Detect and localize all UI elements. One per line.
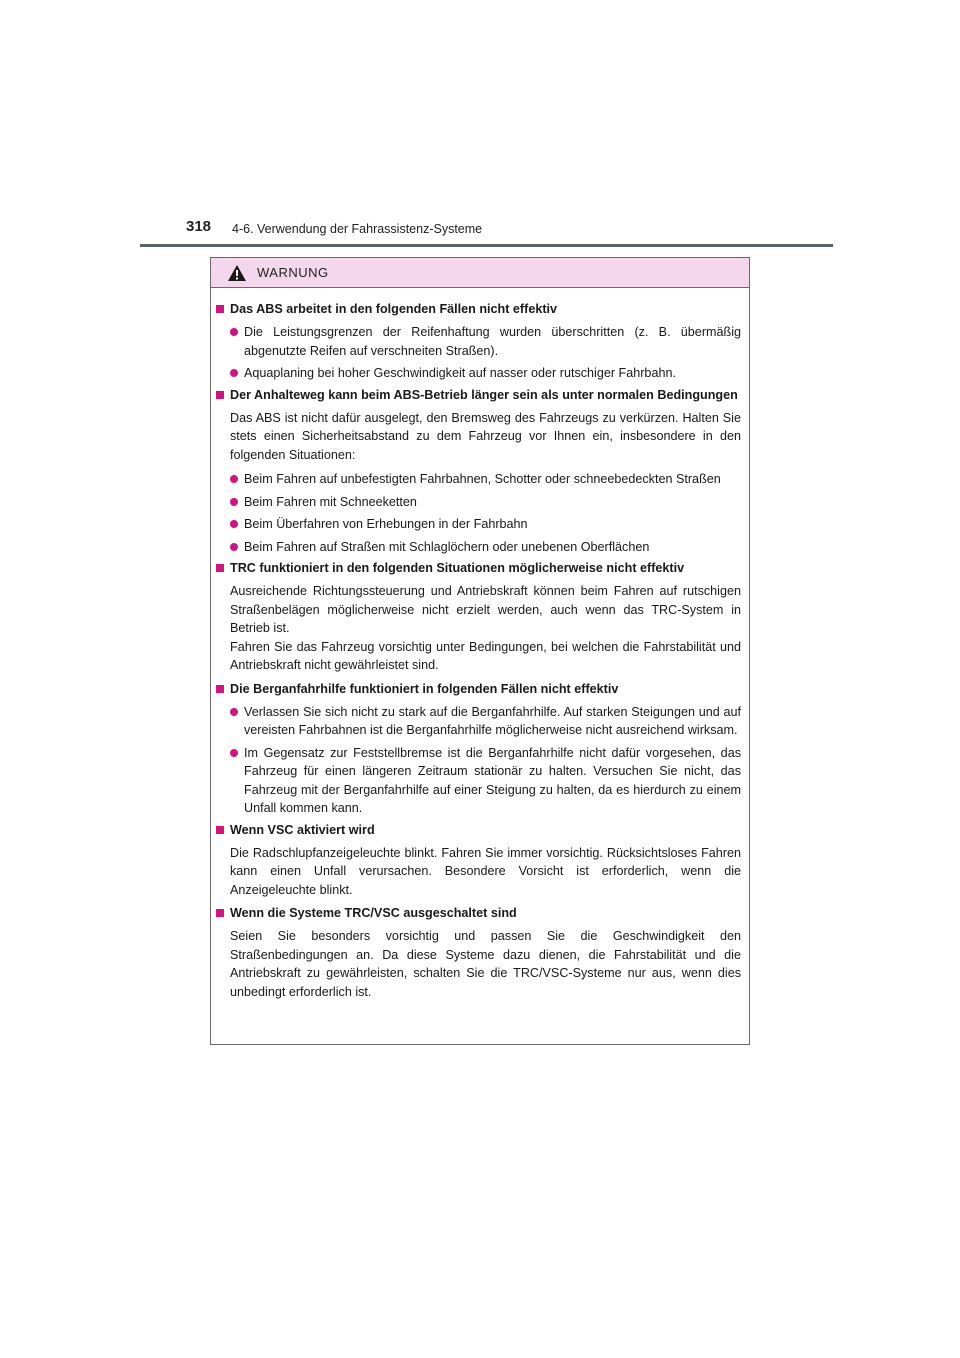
section-heading bbox=[216, 301, 741, 318]
circle-bullet-icon bbox=[230, 543, 238, 551]
section-paragraph: Die Radschlupfanzeigeleuchte blinkt. Fahren Sie immer vorsichtig. Rücksichtsloses Fahren kann einen Unfall verursachen. Besondere Vorsicht ist erforderlich, wenn die Anzeigeleuchte blinkt. bbox=[230, 845, 741, 897]
circle-bullet-icon bbox=[230, 520, 238, 528]
warning-triangle-icon bbox=[227, 264, 247, 282]
list-item bbox=[230, 538, 741, 557]
section-heading bbox=[216, 560, 741, 577]
warning-section-trc bbox=[216, 560, 741, 675]
section-paragraph: Das ABS ist nicht dafür ausgelegt, den Bremsweg des Fahrzeugs zu verkürzen. Halten Sie stets einen Sicherheitsabstand zu dem Fahrzeug vor Ihnen ein, insbesondere in den folgenden Situationen: bbox=[230, 410, 741, 462]
warning-body bbox=[211, 288, 749, 1001]
section-heading bbox=[216, 822, 741, 839]
warning-box bbox=[210, 257, 750, 1045]
square-bullet-icon bbox=[216, 826, 224, 834]
square-bullet-icon bbox=[216, 391, 224, 399]
warning-section-abs bbox=[216, 301, 741, 383]
list-item bbox=[230, 470, 741, 489]
section-heading-text: Der Anhalteweg kann beim ABS-Betrieb länger sein als unter normalen Bedingungen bbox=[230, 387, 738, 402]
list-item-text: Verlassen Sie sich nicht zu stark auf die Berganfahrhilfe. Auf starken Steigungen und auf vereisten Fahrbahnen ist die Berganfahrhilfe möglicherweise nicht ausreichend wirksam. bbox=[244, 704, 741, 737]
list-item bbox=[230, 703, 741, 740]
section-heading-text: Das ABS arbeitet in den folgenden Fällen nicht effektiv bbox=[230, 302, 558, 316]
section-heading bbox=[216, 905, 741, 922]
warning-title: WARNUNG bbox=[257, 265, 329, 280]
circle-bullet-icon bbox=[230, 708, 238, 716]
warning-section-stopping-distance bbox=[216, 387, 741, 557]
warning-section-trc-vsc-off bbox=[216, 905, 741, 1001]
list-item bbox=[230, 364, 741, 383]
list-item-text: Die Leistungsgrenzen der Reifenhaftung wurden überschritten (z. B. übermäßig abgenutzte Reifen auf verschneiten Straßen). bbox=[244, 325, 741, 358]
warning-section-vsc-active bbox=[216, 822, 741, 900]
list-item bbox=[230, 515, 741, 534]
list-item bbox=[230, 744, 741, 818]
square-bullet-icon bbox=[216, 305, 224, 313]
list-item-text: Beim Fahren auf unbefestigten Fahrbahnen, Schotter oder schneebedeckten Straßen bbox=[244, 472, 721, 486]
header-divider bbox=[140, 244, 833, 247]
circle-bullet-icon bbox=[230, 749, 238, 757]
square-bullet-icon bbox=[216, 564, 224, 572]
circle-bullet-icon bbox=[230, 369, 238, 377]
circle-bullet-icon bbox=[230, 328, 238, 336]
list-item bbox=[230, 493, 741, 512]
list-item-text: Beim Fahren auf Straßen mit Schlaglöchern oder unebenen Oberflächen bbox=[244, 539, 650, 554]
warning-section-hill-start-assist bbox=[216, 681, 741, 818]
list-item bbox=[230, 323, 741, 360]
square-bullet-icon bbox=[216, 685, 224, 693]
list-item-text: Aquaplaning bei hoher Geschwindigkeit auf nasser oder rutschiger Fahrbahn. bbox=[244, 366, 676, 380]
section-heading-text: TRC funktioniert in den folgenden Situationen möglicherweise nicht effektiv bbox=[230, 561, 685, 575]
section-paragraph: Ausreichende Richtungssteuerung und Antriebskraft können beim Fahren auf rutschigen Straßenbelägen möglicherweise nicht erzielt werden, auch wenn das TRC-System in Betrieb ist. bbox=[230, 584, 741, 635]
section-heading bbox=[216, 387, 741, 404]
page-number: 318 bbox=[186, 218, 212, 235]
list-item-text: Beim Überfahren von Erhebungen in der Fahrbahn bbox=[244, 517, 528, 531]
section-paragraph: Fahren Sie das Fahrzeug vorsichtig unter Bedingungen, bei welchen die Fahrstabilität und Antriebskraft nicht gewährleistet sind. bbox=[230, 639, 741, 672]
section-heading bbox=[216, 681, 741, 698]
section-title: 4-6. Verwendung der Fahrassistenz-Systeme bbox=[232, 222, 483, 236]
section-heading-text: Wenn die Systeme TRC/VSC ausgeschaltet sind bbox=[230, 906, 517, 920]
square-bullet-icon bbox=[216, 909, 224, 917]
list-item-text: Im Gegensatz zur Feststellbremse ist die Berganfahrhilfe nicht dafür vorgesehen, das Fahrzeug für einen längeren Zeitraum stationär zu halten. Versuchen Sie nicht, das Fahrzeug mit der Berganfahrhilfe auf einer Steigung zu halten, da es hierdurch zu einem Unfall kommen kann. bbox=[244, 745, 741, 815]
section-heading-text: Die Berganfahrhilfe funktioniert in folgenden Fällen nicht effektiv bbox=[230, 681, 619, 696]
circle-bullet-icon bbox=[230, 498, 238, 506]
list-item-text: Beim Fahren mit Schneeketten bbox=[244, 494, 417, 509]
section-paragraph: Seien Sie besonders vorsichtig und passen Sie die Geschwindigkeit den Straßenbedingungen an. Da diese Systeme dazu dienen, die Fahrstabilität und die Antriebskraft zu gewährleisten, schalten Sie die TRC/VSC-Systeme nur aus, wenn dies unbedingt erforderlich ist. bbox=[230, 929, 741, 999]
section-heading-text: Wenn VSC aktiviert wird bbox=[230, 822, 375, 837]
warning-header bbox=[211, 258, 749, 288]
circle-bullet-icon bbox=[230, 475, 238, 483]
